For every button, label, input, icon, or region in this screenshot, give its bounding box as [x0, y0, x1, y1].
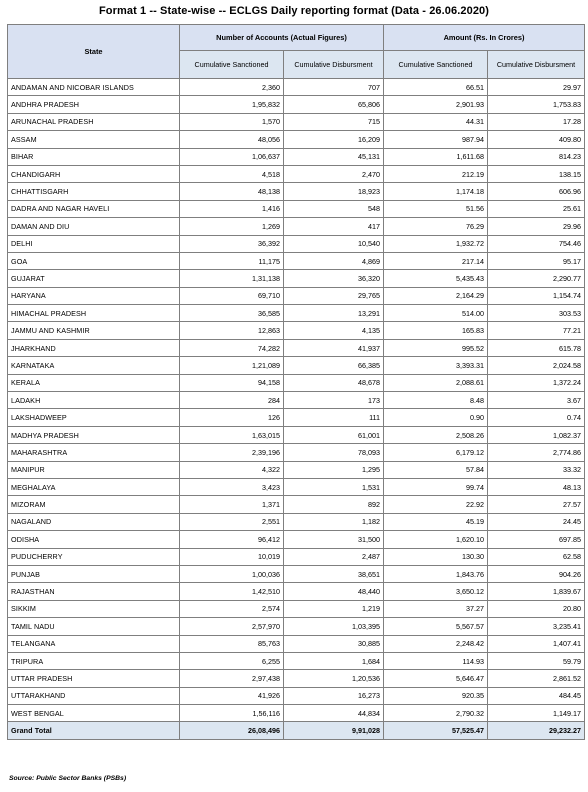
amount-sanctioned-cell: 57.84: [384, 461, 488, 478]
amount-disbursed-cell: 48.13: [488, 478, 585, 495]
state-cell: MADHYA PRADESH: [8, 426, 180, 443]
accounts-disbursed-cell: 16,209: [284, 131, 384, 148]
table-row: [8, 531, 585, 548]
accounts-disbursed-cell: 10,540: [284, 235, 384, 252]
accounts-disbursed-cell: 61,001: [284, 426, 384, 443]
amount-sanctioned-cell: 5,567.57: [384, 618, 488, 635]
table-row: [8, 705, 585, 722]
accounts-disbursed-cell: 13,291: [284, 305, 384, 322]
accounts-disbursed-cell: 1,295: [284, 461, 384, 478]
total-state-cell: Grand Total: [8, 722, 180, 739]
accounts-sanctioned-cell: 4,322: [180, 461, 284, 478]
accounts-disbursed-cell: 30,885: [284, 635, 384, 652]
accounts-sanctioned-cell: 11,175: [180, 252, 284, 269]
state-cell: MAHARASHTRA: [8, 444, 180, 461]
table-row: [8, 687, 585, 704]
total-amount-disbursed-cell: 29,232.27: [488, 722, 585, 739]
state-cell: GUJARAT: [8, 270, 180, 287]
accounts-disbursed-cell: 4,869: [284, 252, 384, 269]
accounts-sanctioned-cell: 96,412: [180, 531, 284, 548]
state-cell: TELANGANA: [8, 635, 180, 652]
accounts-sanctioned-cell: 1,63,015: [180, 426, 284, 443]
state-cell: WEST BENGAL: [8, 705, 180, 722]
total-accounts-sanctioned-cell: 26,08,496: [180, 722, 284, 739]
amount-sanctioned-cell: 1,174.18: [384, 183, 488, 200]
source-note: Source: Public Sector Banks (PSBs): [9, 775, 127, 782]
accounts-sanctioned-cell: 6,255: [180, 652, 284, 669]
table-body: [8, 79, 585, 740]
table-row: [8, 513, 585, 530]
state-cell: CHANDIGARH: [8, 165, 180, 182]
state-cell: MANIPUR: [8, 461, 180, 478]
amount-disbursed-cell: 814.23: [488, 148, 585, 165]
amount-sanctioned-cell: 987.94: [384, 131, 488, 148]
accounts-sanctioned-cell: 69,710: [180, 287, 284, 304]
accounts-sanctioned-cell: 1,95,832: [180, 96, 284, 113]
amount-disbursed-cell: 409.80: [488, 131, 585, 148]
accounts-disbursed-cell: 48,440: [284, 583, 384, 600]
accounts-disbursed-cell: 707: [284, 79, 384, 96]
amount-disbursed-cell: 138.15: [488, 165, 585, 182]
amount-sanctioned-cell: 514.00: [384, 305, 488, 322]
state-cell: UTTARAKHAND: [8, 687, 180, 704]
amount-sanctioned-cell: 920.35: [384, 687, 488, 704]
amount-disbursed-header: Cumulative Disbursment: [488, 51, 585, 79]
accounts-disbursed-cell: 65,806: [284, 96, 384, 113]
amount-disbursed-cell: 24.45: [488, 513, 585, 530]
accounts-sanctioned-cell: 2,57,970: [180, 618, 284, 635]
state-cell: HARYANA: [8, 287, 180, 304]
state-cell: JHARKHAND: [8, 339, 180, 356]
amount-disbursed-cell: 0.74: [488, 409, 585, 426]
accounts-sanctioned-cell: 41,926: [180, 687, 284, 704]
accounts-disbursed-cell: 16,273: [284, 687, 384, 704]
accounts-sanctioned-cell: 2,39,196: [180, 444, 284, 461]
table-row: [8, 218, 585, 235]
state-cell: LAKSHADWEEP: [8, 409, 180, 426]
table-row: [8, 287, 585, 304]
amount-sanctioned-cell: 1,620.10: [384, 531, 488, 548]
accounts-sanctioned-cell: 1,570: [180, 113, 284, 130]
accounts-disbursed-cell: 1,219: [284, 600, 384, 617]
state-cell: DELHI: [8, 235, 180, 252]
amount-disbursed-cell: 606.96: [488, 183, 585, 200]
accounts-disbursed-cell: 1,182: [284, 513, 384, 530]
accounts-disbursed-cell: 2,470: [284, 165, 384, 182]
state-cell: JAMMU AND KASHMIR: [8, 322, 180, 339]
accounts-disbursed-cell: 18,923: [284, 183, 384, 200]
amount-disbursed-cell: 59.79: [488, 652, 585, 669]
state-cell: TRIPURA: [8, 652, 180, 669]
amount-sanctioned-cell: 217.14: [384, 252, 488, 269]
state-cell: CHHATTISGARH: [8, 183, 180, 200]
accounts-disbursed-cell: 66,385: [284, 357, 384, 374]
accounts-sanctioned-cell: 1,42,510: [180, 583, 284, 600]
amount-sanctioned-cell: 22.92: [384, 496, 488, 513]
state-cell: LADAKH: [8, 392, 180, 409]
total-amount-sanctioned-cell: 57,525.47: [384, 722, 488, 739]
accounts-sanctioned-cell: 1,00,036: [180, 565, 284, 582]
amount-sanctioned-cell: 3,393.31: [384, 357, 488, 374]
report-title: Format 1 -- State-wise -- ECLGS Daily reporting format (Data - 26.06.2020): [98, 5, 490, 17]
state-cell: MIZORAM: [8, 496, 180, 513]
accounts-sanctioned-cell: 2,551: [180, 513, 284, 530]
amount-sanctioned-cell: 0.90: [384, 409, 488, 426]
amount-disbursed-cell: 2,774.86: [488, 444, 585, 461]
amount-disbursed-cell: 1,753.83: [488, 96, 585, 113]
amount-sanctioned-cell: 1,843.76: [384, 565, 488, 582]
table-row: [8, 392, 585, 409]
table-row: [8, 357, 585, 374]
accounts-disbursed-cell: 1,20,536: [284, 670, 384, 687]
amount-sanctioned-cell: 3,650.12: [384, 583, 488, 600]
accounts-disbursed-cell: 31,500: [284, 531, 384, 548]
table-row: [8, 496, 585, 513]
accounts-sanctioned-cell: 2,360: [180, 79, 284, 96]
accounts-disbursed-cell: 1,03,395: [284, 618, 384, 635]
amount-disbursed-cell: 29.96: [488, 218, 585, 235]
table-row: [8, 478, 585, 495]
amount-disbursed-cell: 29.97: [488, 79, 585, 96]
eclgs-table: [7, 24, 585, 740]
accounts-disbursed-cell: 892: [284, 496, 384, 513]
amount-sanctioned-cell: 2,164.29: [384, 287, 488, 304]
amount-disbursed-cell: 33.32: [488, 461, 585, 478]
amount-sanctioned-cell: 37.27: [384, 600, 488, 617]
table-row: [8, 339, 585, 356]
accounts-sanctioned-header: Cumulative Sanctioned: [180, 51, 284, 79]
state-cell: HIMACHAL PRADESH: [8, 305, 180, 322]
accounts-sanctioned-cell: 1,21,089: [180, 357, 284, 374]
table-row: [8, 322, 585, 339]
state-cell: ARUNACHAL PRADESH: [8, 113, 180, 130]
accounts-disbursed-cell: 48,678: [284, 374, 384, 391]
amount-sanctioned-cell: 45.19: [384, 513, 488, 530]
state-cell: GOA: [8, 252, 180, 269]
accounts-sanctioned-cell: 284: [180, 392, 284, 409]
table-row: [8, 235, 585, 252]
accounts-disbursed-cell: 44,834: [284, 705, 384, 722]
accounts-sanctioned-cell: 2,574: [180, 600, 284, 617]
state-cell: BIHAR: [8, 148, 180, 165]
table-row: [8, 200, 585, 217]
state-cell: SIKKIM: [8, 600, 180, 617]
amount-disbursed-cell: 20.80: [488, 600, 585, 617]
amount-disbursed-cell: 484.45: [488, 687, 585, 704]
table-row: [8, 374, 585, 391]
accounts-sanctioned-cell: 48,138: [180, 183, 284, 200]
state-cell: MEGHALAYA: [8, 478, 180, 495]
accounts-sanctioned-cell: 74,282: [180, 339, 284, 356]
state-cell: PUNJAB: [8, 565, 180, 582]
amount-sanctioned-header: Cumulative Sanctioned: [384, 51, 488, 79]
table-row: [8, 165, 585, 182]
amount-sanctioned-cell: 2,790.32: [384, 705, 488, 722]
amount-sanctioned-cell: 6,179.12: [384, 444, 488, 461]
amount-disbursed-cell: 95.17: [488, 252, 585, 269]
total-accounts-disbursed-cell: 9,91,028: [284, 722, 384, 739]
accounts-sanctioned-cell: 1,416: [180, 200, 284, 217]
amount-disbursed-cell: 697.85: [488, 531, 585, 548]
accounts-sanctioned-cell: 1,31,138: [180, 270, 284, 287]
amount-disbursed-cell: 754.46: [488, 235, 585, 252]
state-cell: ASSAM: [8, 131, 180, 148]
table-row: [8, 426, 585, 443]
accounts-disbursed-cell: 36,320: [284, 270, 384, 287]
state-cell: TAMIL NADU: [8, 618, 180, 635]
amount-sanctioned-cell: 114.93: [384, 652, 488, 669]
state-cell: ANDHRA PRADESH: [8, 96, 180, 113]
amount-disbursed-cell: 62.58: [488, 548, 585, 565]
accounts-sanctioned-cell: 1,56,116: [180, 705, 284, 722]
amount-disbursed-cell: 3,235.41: [488, 618, 585, 635]
amount-sanctioned-cell: 76.29: [384, 218, 488, 235]
table-row: [8, 600, 585, 617]
table-row: [8, 618, 585, 635]
table-row: [8, 548, 585, 565]
amount-sanctioned-cell: 995.52: [384, 339, 488, 356]
amount-sanctioned-cell: 1,611.68: [384, 148, 488, 165]
amount-group-header: Amount (Rs. In Crores): [384, 25, 585, 51]
table-row: [8, 131, 585, 148]
accounts-sanctioned-cell: 36,392: [180, 235, 284, 252]
state-cell: DAMAN AND DIU: [8, 218, 180, 235]
amount-sanctioned-cell: 2,508.26: [384, 426, 488, 443]
amount-sanctioned-cell: 5,435.43: [384, 270, 488, 287]
amount-sanctioned-cell: 44.31: [384, 113, 488, 130]
state-cell: KARNATAKA: [8, 357, 180, 374]
amount-disbursed-cell: 2,024.58: [488, 357, 585, 374]
accounts-disbursed-cell: 1,531: [284, 478, 384, 495]
table-row: [8, 96, 585, 113]
amount-sanctioned-cell: 51.56: [384, 200, 488, 217]
state-cell: NAGALAND: [8, 513, 180, 530]
accounts-sanctioned-cell: 36,585: [180, 305, 284, 322]
accounts-disbursed-cell: 78,093: [284, 444, 384, 461]
table-row: [8, 305, 585, 322]
amount-sanctioned-cell: 66.51: [384, 79, 488, 96]
accounts-sanctioned-cell: 12,863: [180, 322, 284, 339]
table-row: [8, 148, 585, 165]
amount-disbursed-cell: 3.67: [488, 392, 585, 409]
accounts-disbursed-cell: 548: [284, 200, 384, 217]
accounts-sanctioned-cell: 1,269: [180, 218, 284, 235]
accounts-disbursed-cell: 417: [284, 218, 384, 235]
accounts-disbursed-cell: 715: [284, 113, 384, 130]
accounts-sanctioned-cell: 10,019: [180, 548, 284, 565]
accounts-disbursed-header: Cumulative Disbursment: [284, 51, 384, 79]
accounts-sanctioned-cell: 85,763: [180, 635, 284, 652]
table-row: [8, 409, 585, 426]
amount-sanctioned-cell: 5,646.47: [384, 670, 488, 687]
amount-sanctioned-cell: 165.83: [384, 322, 488, 339]
table-row: [8, 270, 585, 287]
table-row: [8, 183, 585, 200]
accounts-sanctioned-cell: 2,97,438: [180, 670, 284, 687]
accounts-disbursed-cell: 45,131: [284, 148, 384, 165]
amount-disbursed-cell: 25.61: [488, 200, 585, 217]
amount-sanctioned-cell: 2,248.42: [384, 635, 488, 652]
amount-disbursed-cell: 1,154.74: [488, 287, 585, 304]
table-row: [8, 652, 585, 669]
accounts-disbursed-cell: 29,765: [284, 287, 384, 304]
amount-disbursed-cell: 17.28: [488, 113, 585, 130]
accounts-sanctioned-cell: 3,423: [180, 478, 284, 495]
accounts-sanctioned-cell: 126: [180, 409, 284, 426]
accounts-disbursed-cell: 38,651: [284, 565, 384, 582]
accounts-disbursed-cell: 4,135: [284, 322, 384, 339]
amount-disbursed-cell: 77.21: [488, 322, 585, 339]
amount-sanctioned-cell: 99.74: [384, 478, 488, 495]
amount-disbursed-cell: 1,839.67: [488, 583, 585, 600]
accounts-disbursed-cell: 111: [284, 409, 384, 426]
accounts-sanctioned-cell: 4,518: [180, 165, 284, 182]
accounts-group-header: Number of Accounts (Actual Figures): [180, 25, 384, 51]
amount-sanctioned-cell: 212.19: [384, 165, 488, 182]
amount-disbursed-cell: 2,861.52: [488, 670, 585, 687]
state-cell: PUDUCHERRY: [8, 548, 180, 565]
amount-disbursed-cell: 2,290.77: [488, 270, 585, 287]
table-row: [8, 113, 585, 130]
state-header: State: [8, 25, 180, 79]
accounts-disbursed-cell: 173: [284, 392, 384, 409]
amount-disbursed-cell: 1,372.24: [488, 374, 585, 391]
state-cell: UTTAR PRADESH: [8, 670, 180, 687]
amount-sanctioned-cell: 2,088.61: [384, 374, 488, 391]
amount-disbursed-cell: 1,082.37: [488, 426, 585, 443]
accounts-disbursed-cell: 41,937: [284, 339, 384, 356]
table-row: [8, 583, 585, 600]
state-cell: RAJASTHAN: [8, 583, 180, 600]
state-cell: ANDAMAN AND NICOBAR ISLANDS: [8, 79, 180, 96]
amount-disbursed-cell: 303.53: [488, 305, 585, 322]
amount-disbursed-cell: 615.78: [488, 339, 585, 356]
state-cell: KERALA: [8, 374, 180, 391]
amount-disbursed-cell: 1,149.17: [488, 705, 585, 722]
amount-sanctioned-cell: 130.30: [384, 548, 488, 565]
state-cell: ODISHA: [8, 531, 180, 548]
accounts-sanctioned-cell: 1,371: [180, 496, 284, 513]
table-row: [8, 79, 585, 96]
table-row: [8, 635, 585, 652]
accounts-sanctioned-cell: 1,06,637: [180, 148, 284, 165]
accounts-disbursed-cell: 1,684: [284, 652, 384, 669]
state-cell: DADRA AND NAGAR HAVELI: [8, 200, 180, 217]
accounts-sanctioned-cell: 94,158: [180, 374, 284, 391]
amount-sanctioned-cell: 8.48: [384, 392, 488, 409]
table-row: [8, 444, 585, 461]
grand-total-row: [8, 722, 585, 739]
amount-sanctioned-cell: 2,901.93: [384, 96, 488, 113]
amount-disbursed-cell: 1,407.41: [488, 635, 585, 652]
table-row: [8, 461, 585, 478]
accounts-disbursed-cell: 2,487: [284, 548, 384, 565]
amount-sanctioned-cell: 1,932.72: [384, 235, 488, 252]
table-row: [8, 252, 585, 269]
table-row: [8, 670, 585, 687]
amount-disbursed-cell: 27.57: [488, 496, 585, 513]
amount-disbursed-cell: 904.26: [488, 565, 585, 582]
accounts-sanctioned-cell: 48,056: [180, 131, 284, 148]
table-row: [8, 565, 585, 582]
